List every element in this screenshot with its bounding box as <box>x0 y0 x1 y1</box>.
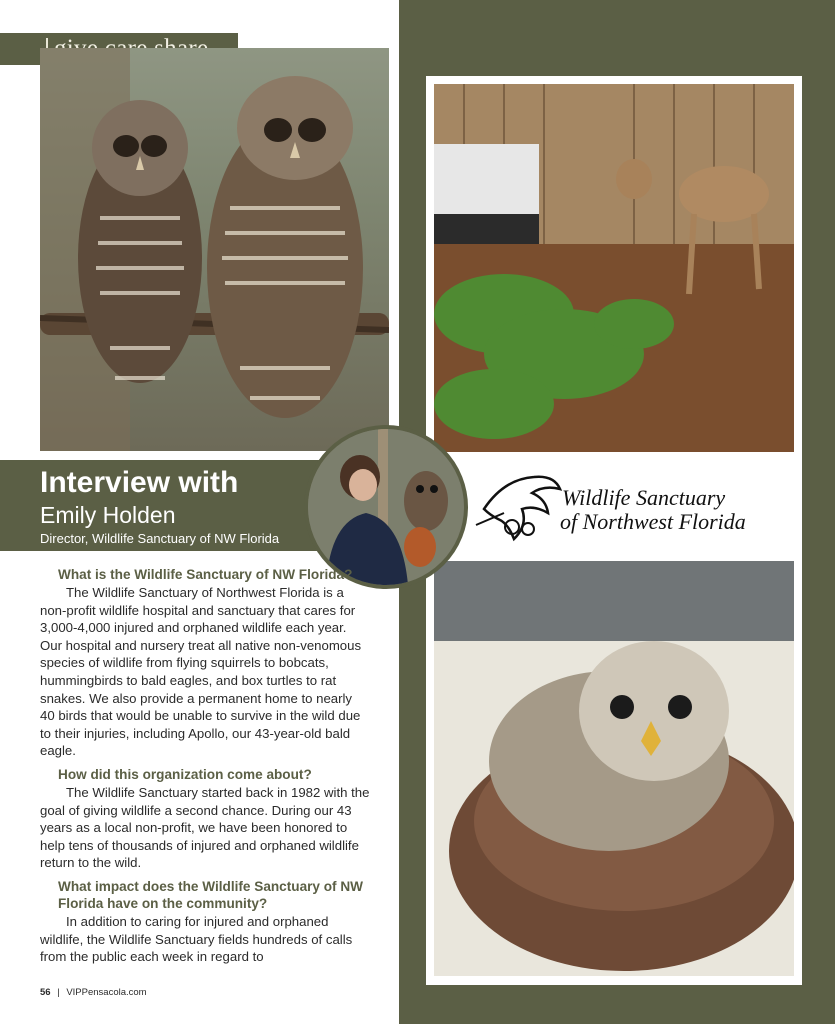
page-footer <box>40 987 147 998</box>
article-answer-1: The Wildlife Sanctuary of Northwest Florida is a non-profit wildlife hospital and sanctuary that cares for 3,000-4,000 injured and orphaned wildlife each year. Our hospital and nursery treat all native non-venomous species of wildlife from flying squirrels to bobcats, hummingbirds to bald eagles, and box turtles to rat snakes. We also provide a permanent home to nearly 40 birds that would be unable to survive in the wild due to their injuries, including Apollo, our 43-year-old bald eagle. <box>40 585 362 759</box>
page-number: 56 <box>40 987 51 998</box>
deer-illustration <box>434 84 794 452</box>
banner-role: Director, Wildlife Sanctuary of NW Florida <box>40 531 280 546</box>
sanctuary-logo <box>426 459 802 555</box>
portrait-illustration <box>308 429 464 585</box>
logo-text-line2: of Northwest Florida <box>560 509 746 534</box>
owlet-photo <box>434 561 794 976</box>
article-answer-2: The Wildlife Sanctuary started back in 1982 with the goal of giving wildlife a second chance. During our 43 years as a local non-profit, we have been honored to help tens of thousands of injured and orphaned wildlife return to the wild. <box>40 784 370 871</box>
owlet-illustration <box>434 561 794 976</box>
article-answer-3: In addition to caring for injured and orphaned wildlife, the Wildlife Sanctuary fields hundreds of calls from the public each week in regard to <box>40 913 353 965</box>
footer-site-link[interactable]: VIPPensacola.com <box>66 987 147 998</box>
article-body <box>40 566 370 972</box>
owls-photo <box>40 48 389 451</box>
owls-illustration <box>40 48 389 451</box>
logo-text-line1: Wildlife Sanctuary <box>562 485 726 510</box>
deer-photo <box>434 84 794 452</box>
eagle-logo-icon <box>474 469 564 545</box>
footer-separator: | <box>57 987 60 998</box>
article-question-3: What impact does the Wildlife Sanctuary of NW Florida have on the community? <box>58 878 364 911</box>
article-question-1: What is the Wildlife Sanctuary of NW Florida? <box>58 567 353 582</box>
article-question-2: How did this organization come about? <box>58 766 312 782</box>
portrait-photo <box>304 425 468 589</box>
banner-title: Interview with <box>40 466 239 499</box>
banner-name: Emily Holden <box>40 502 176 528</box>
